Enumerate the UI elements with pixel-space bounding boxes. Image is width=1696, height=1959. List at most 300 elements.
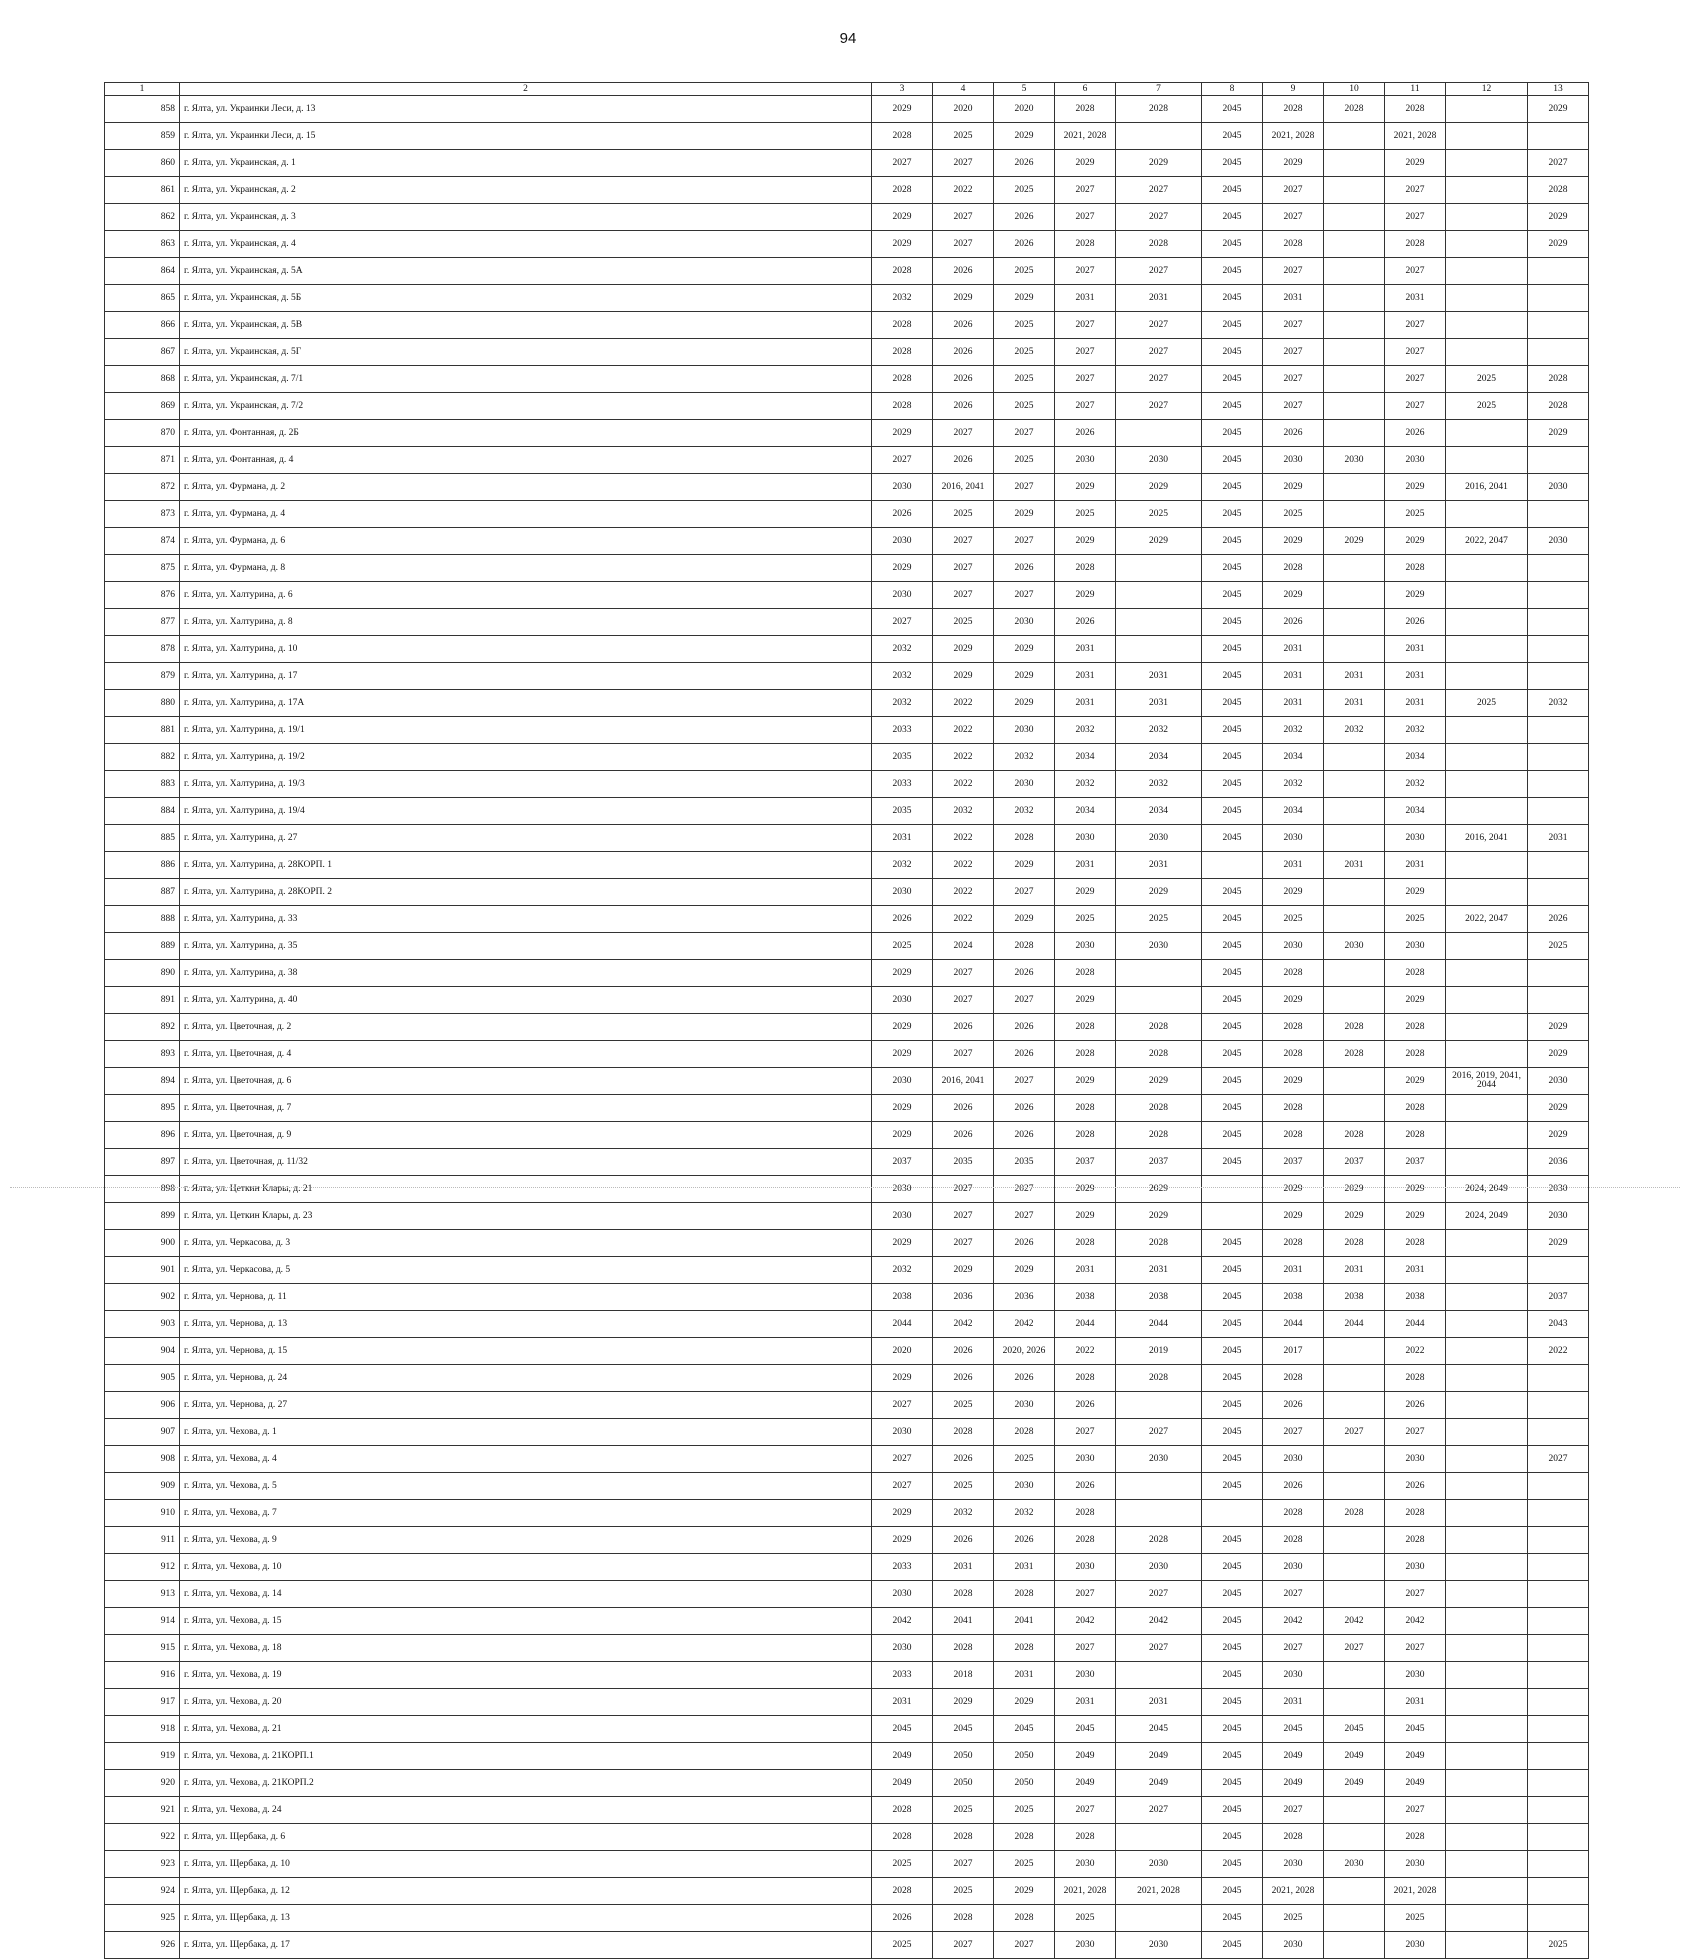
year-cell xyxy=(1324,1095,1385,1122)
year-cell: 2049 xyxy=(1385,1743,1446,1770)
year-cell: 2045 xyxy=(1202,636,1263,663)
year-cell: 2025 xyxy=(872,1851,933,1878)
year-cell xyxy=(1202,1500,1263,1527)
row-number-cell: 872 xyxy=(105,474,180,501)
row-number-cell: 925 xyxy=(105,1905,180,1932)
year-cell: 2025 xyxy=(1263,501,1324,528)
year-cell xyxy=(1446,1662,1528,1689)
year-cell: 2031 xyxy=(1324,852,1385,879)
table-row xyxy=(105,1851,1589,1878)
row-number-cell: 904 xyxy=(105,1338,180,1365)
year-cell: 2026 xyxy=(994,1122,1055,1149)
year-cell: 2027 xyxy=(933,555,994,582)
address-cell: г. Ялта, ул. Цеткин Клары, д. 23 xyxy=(180,1203,872,1230)
year-cell: 2027 xyxy=(933,150,994,177)
year-cell: 2044 xyxy=(1055,1311,1116,1338)
year-cell: 2028 xyxy=(1263,1365,1324,1392)
column-header-11: 11 xyxy=(1385,83,1446,96)
year-cell: 2027 xyxy=(994,879,1055,906)
year-cell: 2045 xyxy=(1202,1581,1263,1608)
address-cell: г. Ялта, ул. Щербака, д. 10 xyxy=(180,1851,872,1878)
year-cell xyxy=(1324,798,1385,825)
table-row xyxy=(105,825,1589,852)
year-cell: 2027 xyxy=(1116,339,1202,366)
year-cell xyxy=(1446,663,1528,690)
year-cell xyxy=(1446,1932,1528,1959)
year-cell: 2026 xyxy=(1263,609,1324,636)
year-cell: 2045 xyxy=(1202,1851,1263,1878)
row-number-cell: 865 xyxy=(105,285,180,312)
year-cell: 2026 xyxy=(994,1014,1055,1041)
table-row xyxy=(105,987,1589,1014)
year-cell xyxy=(1324,366,1385,393)
year-cell xyxy=(1324,1905,1385,1932)
year-cell: 2027 xyxy=(1263,312,1324,339)
year-cell: 2028 xyxy=(1055,1527,1116,1554)
table-row xyxy=(105,150,1589,177)
year-cell xyxy=(1324,1446,1385,1473)
year-cell xyxy=(1116,582,1202,609)
table-row xyxy=(105,1095,1589,1122)
year-cell: 2027 xyxy=(1263,393,1324,420)
year-cell: 2029 xyxy=(1528,231,1589,258)
year-cell: 2045 xyxy=(1202,744,1263,771)
year-cell: 2028 xyxy=(872,366,933,393)
year-cell: 2045 xyxy=(1263,1716,1324,1743)
year-cell: 2028 xyxy=(872,393,933,420)
address-cell: г. Ялта, ул. Украинская, д. 4 xyxy=(180,231,872,258)
year-cell: 2020 xyxy=(994,96,1055,123)
year-cell xyxy=(1324,1392,1385,1419)
row-number-cell: 924 xyxy=(105,1878,180,1905)
table-row xyxy=(105,501,1589,528)
year-cell: 2032 xyxy=(1385,717,1446,744)
year-cell xyxy=(1324,744,1385,771)
year-cell: 2025 xyxy=(1385,1905,1446,1932)
year-cell: 2045 xyxy=(1202,528,1263,555)
year-cell xyxy=(1324,1068,1385,1095)
row-number-cell: 903 xyxy=(105,1311,180,1338)
year-cell: 2045 xyxy=(1202,1122,1263,1149)
year-cell: 2028 xyxy=(1324,1500,1385,1527)
address-cell: г. Ялта, ул. Фонтанная, д. 2Б xyxy=(180,420,872,447)
address-cell: г. Ялта, ул. Цеткин Клары, д. 21 xyxy=(180,1176,872,1203)
year-cell xyxy=(1528,1608,1589,1635)
address-cell: г. Ялта, ул. Халтурина, д. 40 xyxy=(180,987,872,1014)
year-cell: 2028 xyxy=(1263,1122,1324,1149)
year-cell xyxy=(1446,312,1528,339)
year-cell: 2027 xyxy=(1116,258,1202,285)
year-cell: 2029 xyxy=(1055,528,1116,555)
column-header-9: 9 xyxy=(1263,83,1324,96)
year-cell: 2030 xyxy=(1055,1446,1116,1473)
year-cell: 2042 xyxy=(1263,1608,1324,1635)
address-cell: г. Ялта, ул. Фонтанная, д. 4 xyxy=(180,447,872,474)
table-row xyxy=(105,1689,1589,1716)
year-cell: 2031 xyxy=(1385,690,1446,717)
table-row xyxy=(105,1743,1589,1770)
year-cell: 2025 xyxy=(872,1932,933,1959)
year-cell: 2027 xyxy=(933,1230,994,1257)
year-cell: 2022 xyxy=(933,744,994,771)
table-row xyxy=(105,339,1589,366)
year-cell: 2027 xyxy=(994,1068,1055,1095)
year-cell: 2030 xyxy=(1324,933,1385,960)
table-row xyxy=(105,528,1589,555)
year-cell: 2027 xyxy=(1385,339,1446,366)
year-cell: 2032 xyxy=(1263,771,1324,798)
year-cell xyxy=(1528,798,1589,825)
year-cell xyxy=(1116,609,1202,636)
table-row xyxy=(105,609,1589,636)
table-row xyxy=(105,960,1589,987)
year-cell: 2030 xyxy=(1528,528,1589,555)
year-cell: 2027 xyxy=(1116,177,1202,204)
year-cell: 2025 xyxy=(1116,906,1202,933)
year-cell: 2026 xyxy=(1385,1473,1446,1500)
address-cell: г. Ялта, ул. Чехова, д. 1 xyxy=(180,1419,872,1446)
table-row xyxy=(105,366,1589,393)
year-cell: 2025 xyxy=(1385,906,1446,933)
year-cell: 2025 xyxy=(994,312,1055,339)
column-header-3: 3 xyxy=(872,83,933,96)
year-cell: 2031 xyxy=(872,1689,933,1716)
year-cell: 2027 xyxy=(1116,366,1202,393)
year-cell: 2038 xyxy=(1116,1284,1202,1311)
year-cell: 2029 xyxy=(994,1689,1055,1716)
year-cell: 2049 xyxy=(1385,1770,1446,1797)
year-cell xyxy=(1528,1689,1589,1716)
table-row xyxy=(105,1311,1589,1338)
year-cell xyxy=(1116,960,1202,987)
year-cell: 2029 xyxy=(872,1014,933,1041)
year-cell: 2031 xyxy=(1116,690,1202,717)
year-cell xyxy=(1528,609,1589,636)
address-cell: г. Ялта, ул. Украинская, д. 3 xyxy=(180,204,872,231)
year-cell: 2030 xyxy=(1055,447,1116,474)
year-cell: 2027 xyxy=(1055,1635,1116,1662)
year-cell: 2027 xyxy=(1116,1635,1202,1662)
year-cell: 2026 xyxy=(1055,609,1116,636)
year-cell: 2027 xyxy=(933,420,994,447)
year-cell xyxy=(1324,231,1385,258)
row-number-cell: 871 xyxy=(105,447,180,474)
year-cell: 2030 xyxy=(1263,1851,1324,1878)
year-cell: 2025 xyxy=(1116,501,1202,528)
row-number-cell: 869 xyxy=(105,393,180,420)
year-cell: 2026 xyxy=(1055,1392,1116,1419)
year-cell: 2025 xyxy=(994,258,1055,285)
year-cell: 2028 xyxy=(1385,1527,1446,1554)
year-cell: 2026 xyxy=(994,1527,1055,1554)
year-cell: 2030 xyxy=(872,1176,933,1203)
year-cell: 2027 xyxy=(994,420,1055,447)
table-row xyxy=(105,1419,1589,1446)
year-cell xyxy=(1446,1419,1528,1446)
year-cell xyxy=(1528,1257,1589,1284)
year-cell: 2029 xyxy=(1385,528,1446,555)
row-number-cell: 893 xyxy=(105,1041,180,1068)
year-cell: 2029 xyxy=(872,1230,933,1257)
year-cell: 2029 xyxy=(1528,1095,1589,1122)
year-cell: 2029 xyxy=(1116,474,1202,501)
year-cell: 2028 xyxy=(933,1635,994,1662)
year-cell: 2025 xyxy=(994,339,1055,366)
year-cell: 2032 xyxy=(1116,771,1202,798)
year-cell: 2029 xyxy=(1055,1176,1116,1203)
year-cell: 2030 xyxy=(1528,1068,1589,1095)
page-number: 94 xyxy=(839,30,857,47)
year-cell: 2033 xyxy=(872,1662,933,1689)
year-cell: 2031 xyxy=(1055,663,1116,690)
year-cell: 2027 xyxy=(872,1392,933,1419)
year-cell xyxy=(1446,1149,1528,1176)
year-cell xyxy=(1324,1527,1385,1554)
year-cell xyxy=(1202,1176,1263,1203)
year-cell: 2032 xyxy=(994,798,1055,825)
year-cell: 2031 xyxy=(872,825,933,852)
year-cell: 2031 xyxy=(1385,1689,1446,1716)
year-cell: 2022 xyxy=(933,879,994,906)
table-row xyxy=(105,1770,1589,1797)
year-cell: 2027 xyxy=(1385,1581,1446,1608)
address-cell: г. Ялта, ул. Чернова, д. 13 xyxy=(180,1311,872,1338)
year-cell: 2045 xyxy=(1385,1716,1446,1743)
year-cell: 2045 xyxy=(1202,258,1263,285)
year-cell: 2025 xyxy=(994,447,1055,474)
address-cell: г. Ялта, ул. Украинская, д. 5В xyxy=(180,312,872,339)
row-number-cell: 918 xyxy=(105,1716,180,1743)
year-cell xyxy=(1324,636,1385,663)
year-cell xyxy=(1528,582,1589,609)
year-cell: 2036 xyxy=(994,1284,1055,1311)
year-cell: 2026 xyxy=(933,339,994,366)
year-cell: 2027 xyxy=(1263,1419,1324,1446)
year-cell xyxy=(1446,798,1528,825)
year-cell: 2049 xyxy=(1055,1770,1116,1797)
year-cell: 2030 xyxy=(1116,1932,1202,1959)
year-cell: 2027 xyxy=(1385,366,1446,393)
year-cell: 2030 xyxy=(872,528,933,555)
year-cell: 2030 xyxy=(1324,1851,1385,1878)
year-cell xyxy=(1446,771,1528,798)
year-cell: 2049 xyxy=(872,1770,933,1797)
year-cell: 2026 xyxy=(933,1122,994,1149)
year-cell: 2045 xyxy=(1202,1932,1263,1959)
year-cell: 2029 xyxy=(872,204,933,231)
year-cell: 2050 xyxy=(994,1743,1055,1770)
year-cell: 2022, 2047 xyxy=(1446,906,1528,933)
year-cell: 2025 xyxy=(933,501,994,528)
address-cell: г. Ялта, ул. Чернова, д. 11 xyxy=(180,1284,872,1311)
year-cell: 2037 xyxy=(1528,1284,1589,1311)
year-cell: 2031 xyxy=(1263,663,1324,690)
row-number-cell: 879 xyxy=(105,663,180,690)
table-row xyxy=(105,771,1589,798)
year-cell: 2028 xyxy=(1324,1041,1385,1068)
column-header-1: 1 xyxy=(105,83,180,96)
year-cell: 2029 xyxy=(1263,879,1324,906)
year-cell: 2045 xyxy=(994,1716,1055,1743)
year-cell: 2022 xyxy=(1055,1338,1116,1365)
row-number-cell: 907 xyxy=(105,1419,180,1446)
table-row xyxy=(105,798,1589,825)
row-number-cell: 862 xyxy=(105,204,180,231)
year-cell: 2025 xyxy=(1446,366,1528,393)
year-cell: 2029 xyxy=(1263,582,1324,609)
row-number-cell: 870 xyxy=(105,420,180,447)
address-cell: г. Ялта, ул. Халтурина, д. 17 xyxy=(180,663,872,690)
row-number-cell: 920 xyxy=(105,1770,180,1797)
year-cell: 2027 xyxy=(1055,393,1116,420)
year-cell: 2032 xyxy=(1528,690,1589,717)
year-cell: 2025 xyxy=(933,123,994,150)
year-cell: 2025 xyxy=(872,933,933,960)
year-cell: 2028 xyxy=(1385,96,1446,123)
year-cell: 2049 xyxy=(1324,1743,1385,1770)
year-cell: 2027 xyxy=(872,609,933,636)
year-cell xyxy=(1446,1527,1528,1554)
year-cell: 2026 xyxy=(1385,420,1446,447)
year-cell xyxy=(1446,1608,1528,1635)
year-cell xyxy=(1446,582,1528,609)
year-cell: 2028 xyxy=(1055,1230,1116,1257)
year-cell: 2027 xyxy=(1055,204,1116,231)
year-cell: 2045 xyxy=(1202,393,1263,420)
year-cell xyxy=(1116,1473,1202,1500)
year-cell: 2026 xyxy=(994,204,1055,231)
year-cell: 2025 xyxy=(994,1797,1055,1824)
year-cell: 2029 xyxy=(994,1257,1055,1284)
year-cell: 2028 xyxy=(1263,1527,1324,1554)
year-cell: 2031 xyxy=(1385,285,1446,312)
year-cell: 2025 xyxy=(1446,393,1528,420)
year-cell: 2030 xyxy=(1116,825,1202,852)
year-cell: 2029 xyxy=(1263,1176,1324,1203)
year-cell: 2029 xyxy=(1385,879,1446,906)
year-cell: 2030 xyxy=(1116,447,1202,474)
column-header-2: 2 xyxy=(180,83,872,96)
year-cell: 2030 xyxy=(1385,1554,1446,1581)
year-cell xyxy=(1446,1689,1528,1716)
year-cell: 2026 xyxy=(1385,609,1446,636)
table-row xyxy=(105,1905,1589,1932)
year-cell xyxy=(1528,339,1589,366)
table-row xyxy=(105,1554,1589,1581)
year-cell: 2029 xyxy=(872,96,933,123)
year-cell xyxy=(1446,879,1528,906)
year-cell: 2024, 2049 xyxy=(1446,1176,1528,1203)
year-cell: 2029 xyxy=(1528,1122,1589,1149)
year-cell xyxy=(1528,744,1589,771)
row-number-cell: 891 xyxy=(105,987,180,1014)
year-cell: 2049 xyxy=(1116,1770,1202,1797)
year-cell: 2029 xyxy=(872,1095,933,1122)
year-cell: 2026 xyxy=(994,555,1055,582)
table-row xyxy=(105,1176,1589,1203)
year-cell: 2025 xyxy=(994,366,1055,393)
year-cell xyxy=(1324,285,1385,312)
table-row xyxy=(105,1068,1589,1095)
year-cell: 2045 xyxy=(1202,474,1263,501)
address-cell: г. Ялта, ул. Чехова, д. 24 xyxy=(180,1797,872,1824)
year-cell: 2022, 2047 xyxy=(1446,528,1528,555)
year-cell: 2035 xyxy=(872,744,933,771)
year-cell: 2030 xyxy=(1116,933,1202,960)
year-cell: 2031 xyxy=(1263,1257,1324,1284)
year-cell xyxy=(1446,1041,1528,1068)
year-cell: 2026 xyxy=(1263,1473,1324,1500)
year-cell: 2045 xyxy=(1202,987,1263,1014)
year-cell: 2028 xyxy=(1116,1041,1202,1068)
year-cell: 2027 xyxy=(1528,1446,1589,1473)
year-cell: 2029 xyxy=(994,636,1055,663)
year-cell: 2031 xyxy=(1385,636,1446,663)
year-cell: 2030 xyxy=(1385,1851,1446,1878)
year-cell: 2029 xyxy=(1528,1041,1589,1068)
year-cell: 2028 xyxy=(1385,1230,1446,1257)
table-row xyxy=(105,1824,1589,1851)
year-cell: 2029 xyxy=(1385,582,1446,609)
table-row xyxy=(105,96,1589,123)
year-cell: 2045 xyxy=(1202,1338,1263,1365)
row-number-cell: 885 xyxy=(105,825,180,852)
address-cell: г. Ялта, ул. Щербака, д. 13 xyxy=(180,1905,872,1932)
year-cell: 2045 xyxy=(1202,312,1263,339)
year-cell: 2029 xyxy=(1116,150,1202,177)
year-cell: 2028 xyxy=(872,177,933,204)
year-cell xyxy=(1324,1878,1385,1905)
year-cell: 2027 xyxy=(994,1932,1055,1959)
year-cell: 2027 xyxy=(1263,1797,1324,1824)
year-cell: 2031 xyxy=(1055,285,1116,312)
year-cell: 2045 xyxy=(1202,582,1263,609)
address-cell: г. Ялта, ул. Халтурина, д. 35 xyxy=(180,933,872,960)
year-cell: 2029 xyxy=(1385,1176,1446,1203)
row-number-cell: 898 xyxy=(105,1176,180,1203)
column-header-13: 13 xyxy=(1528,83,1589,96)
year-cell xyxy=(1446,447,1528,474)
year-cell: 2027 xyxy=(1055,366,1116,393)
year-cell: 2037 xyxy=(1385,1149,1446,1176)
row-number-cell: 916 xyxy=(105,1662,180,1689)
year-cell: 2031 xyxy=(994,1662,1055,1689)
year-cell: 2030 xyxy=(1385,1932,1446,1959)
address-cell: г. Ялта, ул. Халтурина, д. 17А xyxy=(180,690,872,717)
year-cell xyxy=(1324,420,1385,447)
table-row xyxy=(105,1446,1589,1473)
year-cell: 2030 xyxy=(1263,1662,1324,1689)
row-number-cell: 897 xyxy=(105,1149,180,1176)
year-cell: 2031 xyxy=(1263,690,1324,717)
year-cell: 2027 xyxy=(933,960,994,987)
year-cell: 2044 xyxy=(872,1311,933,1338)
year-cell xyxy=(1446,1446,1528,1473)
table-row xyxy=(105,474,1589,501)
column-header-5: 5 xyxy=(994,83,1055,96)
year-cell: 2030 xyxy=(1055,1932,1116,1959)
year-cell: 2018 xyxy=(933,1662,994,1689)
year-cell: 2025 xyxy=(994,393,1055,420)
year-cell: 2032 xyxy=(1116,717,1202,744)
table-row xyxy=(105,258,1589,285)
year-cell: 2028 xyxy=(1116,1095,1202,1122)
year-cell xyxy=(1528,987,1589,1014)
year-cell: 2027 xyxy=(1116,204,1202,231)
year-cell: 2032 xyxy=(1055,771,1116,798)
year-cell: 2027 xyxy=(933,1176,994,1203)
year-cell: 2022 xyxy=(1528,1338,1589,1365)
